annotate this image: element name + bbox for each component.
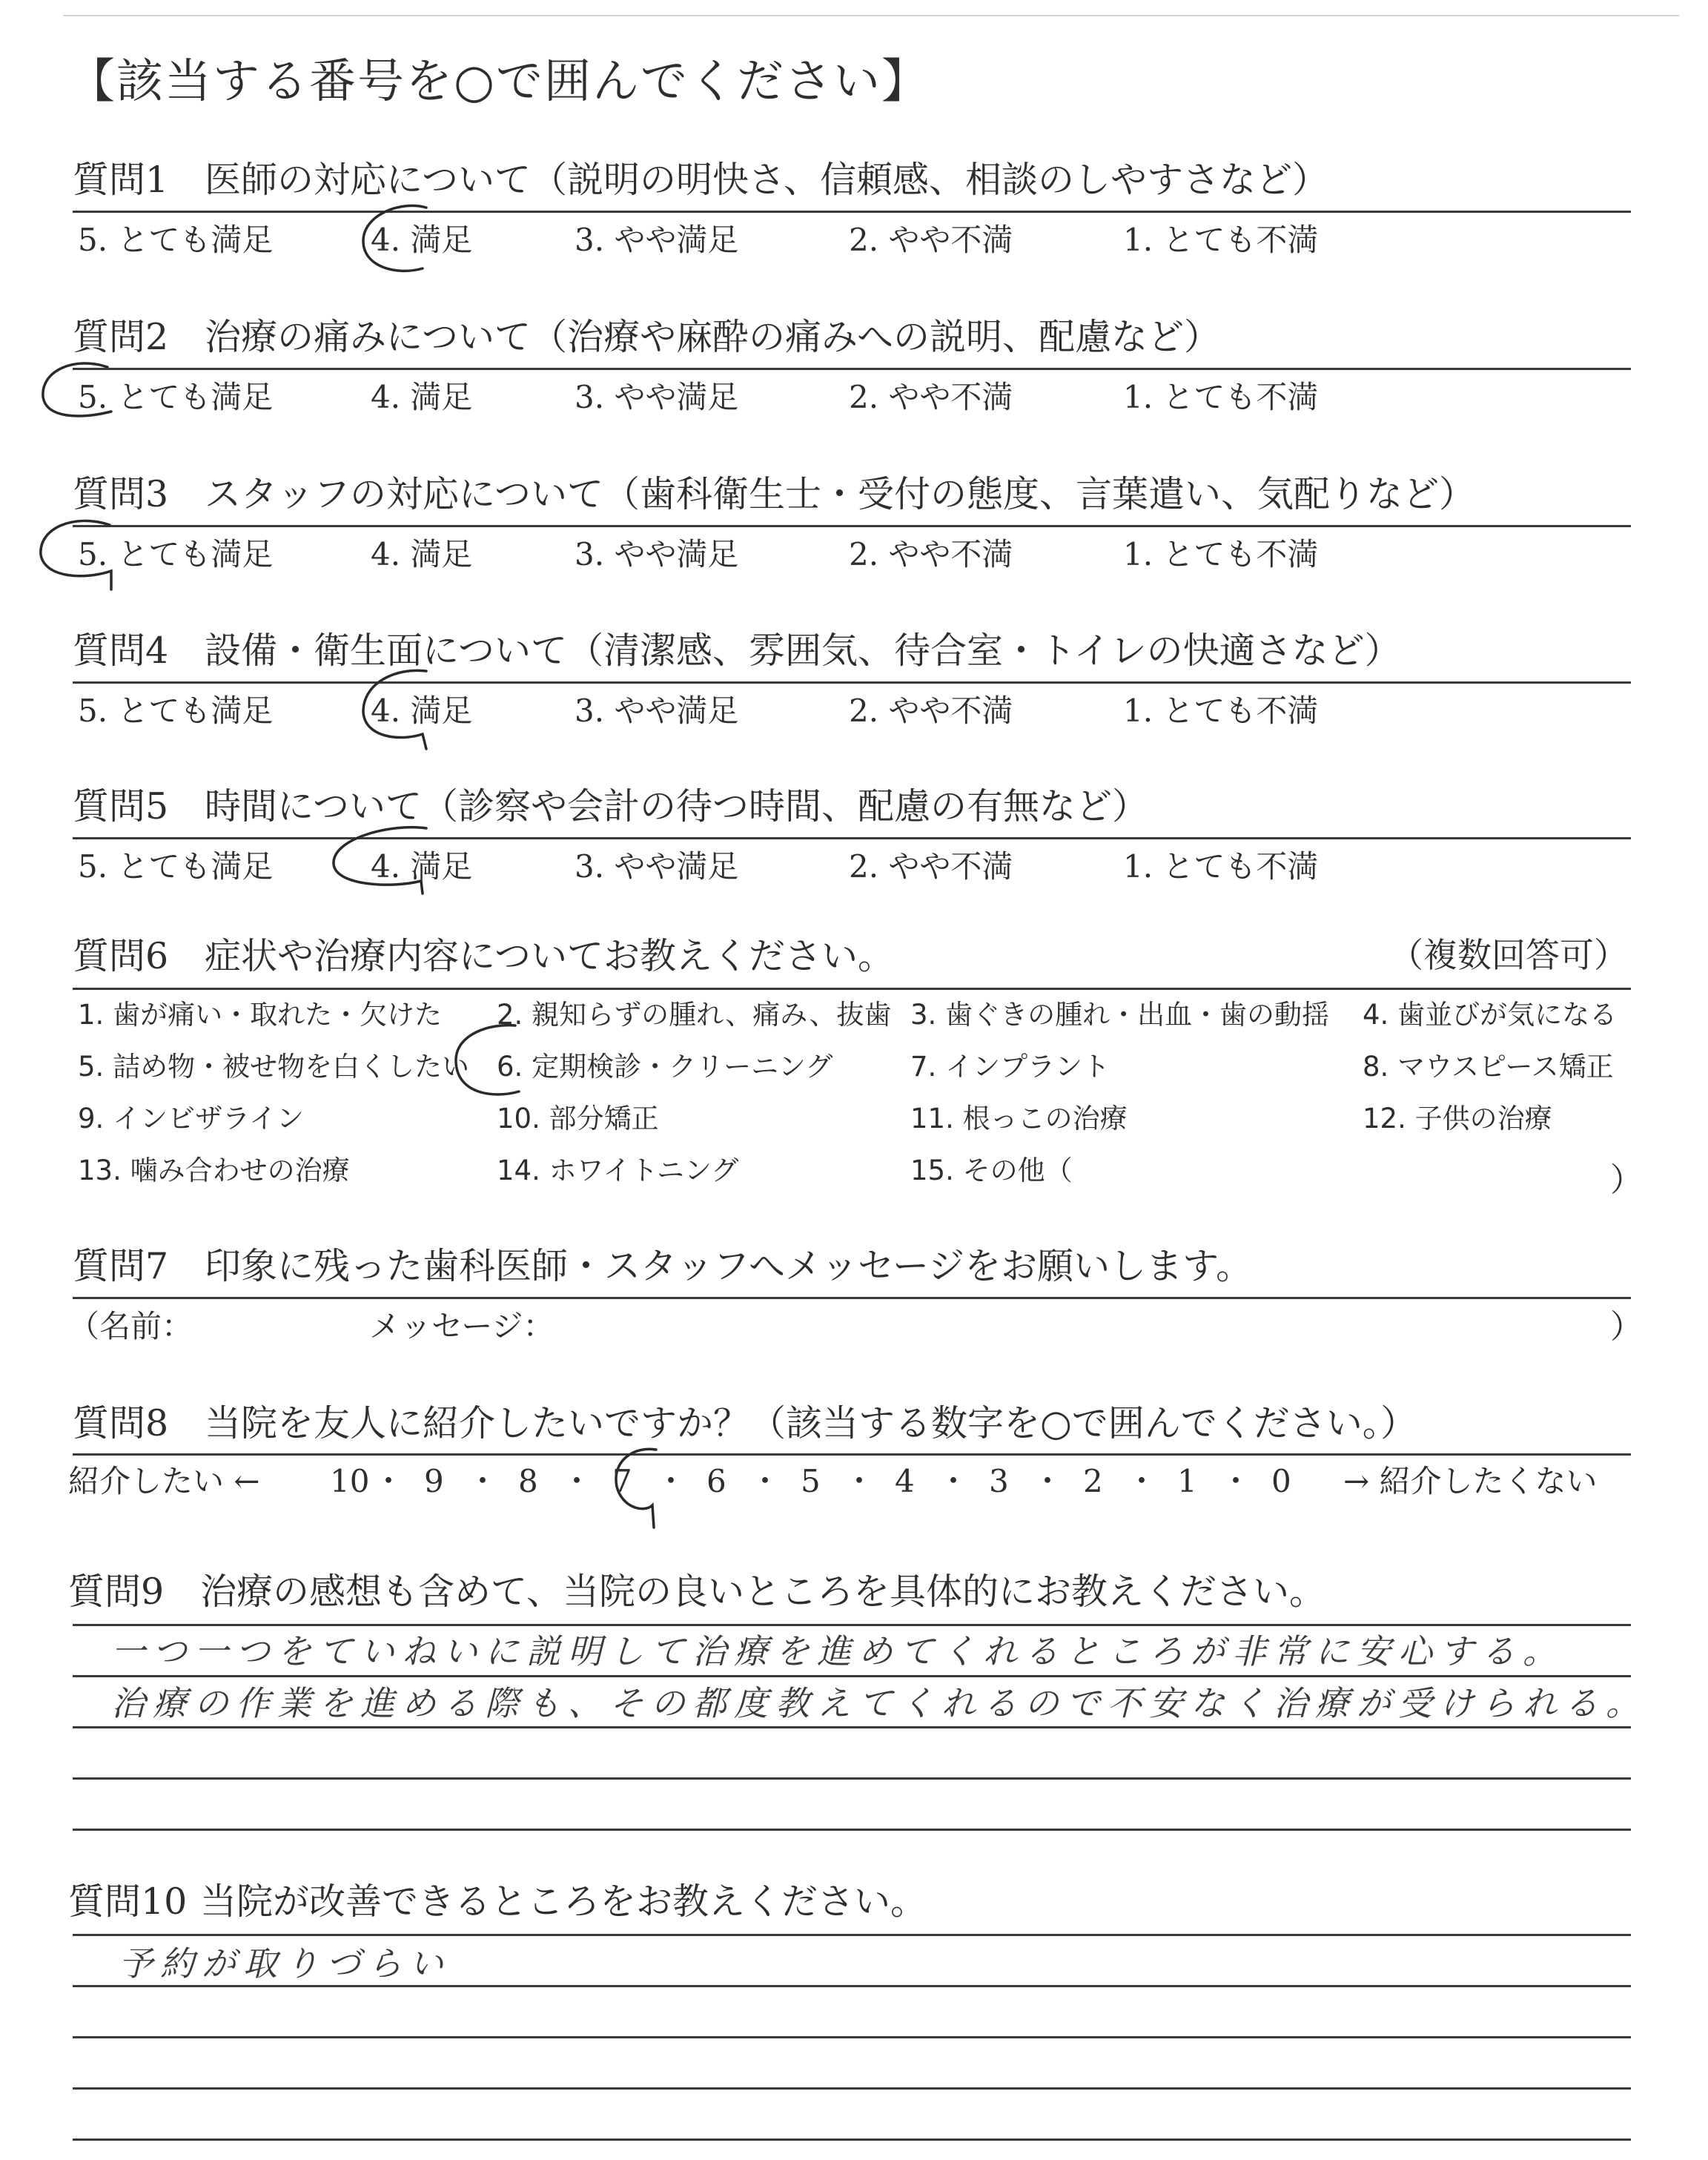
recommend-score-3[interactable]: 3 <box>989 1463 1009 1499</box>
recommend-score-7[interactable]: 7 <box>612 1463 632 1499</box>
rating-option-5[interactable]: 5. とても満足 <box>78 379 274 415</box>
question-number: 質問9 <box>68 1571 165 1613</box>
symptom-option-4[interactable]: 4. 歯並びが気になる <box>1363 999 1618 1031</box>
question-rule <box>73 368 1631 370</box>
question-rule <box>73 988 1631 990</box>
question-title <box>73 630 1401 672</box>
question-rule <box>73 1297 1631 1299</box>
recommend-score-1[interactable]: 1 <box>1177 1463 1197 1499</box>
handwritten-answer-line[interactable]: 予約が取りづらい <box>119 1943 451 1984</box>
scale-separator: ・ <box>373 1463 405 1499</box>
rating-option-1[interactable]: 1. とても不満 <box>1123 379 1319 415</box>
answer-line <box>73 1675 1631 1677</box>
question-number: 質問10 <box>68 1880 188 1923</box>
rating-option-5[interactable]: 5. とても満足 <box>78 536 274 572</box>
rating-option-1[interactable]: 1. とても不満 <box>1123 536 1319 572</box>
rating-option-4[interactable]: 4. 満足 <box>371 693 473 729</box>
recommend-score-4[interactable]: 4 <box>895 1463 915 1499</box>
question-title <box>73 935 895 977</box>
question-2 <box>0 316 1708 467</box>
other-close-paren: ） <box>1610 1161 1643 1199</box>
symptom-option-8[interactable]: 8. マウスピース矯正 <box>1363 1051 1614 1083</box>
symptom-option-13[interactable]: 13. 噛み合わせの治療 <box>78 1155 350 1186</box>
scale-separator: ・ <box>655 1463 687 1499</box>
answer-line <box>73 1829 1631 1831</box>
question-number: 質問4 <box>73 630 169 672</box>
recommend-score-6[interactable]: 6 <box>706 1463 726 1499</box>
recommend-right-label: → 紹介したくない <box>1343 1463 1598 1499</box>
rating-option-4[interactable]: 4. 満足 <box>371 848 473 885</box>
question-number: 質問3 <box>73 473 169 515</box>
rating-option-1[interactable]: 1. とても不満 <box>1123 848 1319 885</box>
answer-line <box>73 1934 1631 1936</box>
question-title <box>68 1571 1326 1613</box>
name-field-label[interactable]: （名前： <box>68 1308 193 1344</box>
question-text: 治療の痛みについて（治療や麻酔の痛みへの説明、配慮など） <box>205 316 1221 358</box>
form-heading: 【該当する番号を○で囲んでください】 <box>68 54 930 108</box>
scale-separator: ・ <box>938 1463 970 1499</box>
symptom-option-12[interactable]: 12. 子供の治療 <box>1363 1103 1552 1135</box>
question-text: 時間について（診察や会計の待つ時間、配慮の有無など） <box>205 785 1149 828</box>
answer-line <box>73 2087 1631 2090</box>
scale-separator: ・ <box>467 1463 499 1499</box>
question-number: 質問2 <box>73 316 169 358</box>
question-title <box>73 785 1149 828</box>
page-top-border <box>63 15 1679 16</box>
rating-option-5[interactable]: 5. とても満足 <box>78 222 274 258</box>
scale-separator: ・ <box>844 1463 875 1499</box>
rating-option-2[interactable]: 2. やや不満 <box>849 379 1013 415</box>
recommend-left-label: 紹介したい ← <box>68 1463 260 1499</box>
question-number: 質問6 <box>73 935 169 977</box>
symptom-option-10[interactable]: 10. 部分矯正 <box>497 1103 659 1135</box>
question-title <box>73 1245 1253 1287</box>
question-text: 印象に残った歯科医師・スタッフへメッセージをお願いします。 <box>205 1245 1253 1287</box>
symptom-option-5[interactable]: 5. 詰め物・被せ物を白くしたい <box>78 1051 470 1083</box>
scale-separator: ・ <box>1220 1463 1252 1499</box>
question-rule <box>73 1453 1631 1456</box>
question-number: 質問5 <box>73 785 169 828</box>
question-text: 当院を友人に紹介したいですか？（該当する数字を○で囲んでください。） <box>205 1402 1417 1444</box>
symptom-option-7[interactable]: 7. インプラント <box>910 1051 1110 1083</box>
rating-option-1[interactable]: 1. とても不満 <box>1123 693 1319 729</box>
multiple-answer-note: （複数回答可） <box>1389 935 1628 975</box>
question-10 <box>0 1880 1708 2158</box>
rating-option-4[interactable]: 4. 満足 <box>371 222 473 258</box>
symptom-option-2[interactable]: 2. 親知らずの腫れ、痛み、抜歯 <box>497 999 892 1031</box>
symptom-option-14[interactable]: 14. ホワイトニング <box>497 1155 739 1186</box>
question-rule <box>73 837 1631 839</box>
recommend-score-2[interactable]: 2 <box>1083 1463 1103 1499</box>
question-number: 質問8 <box>73 1402 169 1444</box>
rating-option-3[interactable]: 3. やや満足 <box>575 536 739 572</box>
question-text: 治療の感想も含めて、当院の良いところを具体的にお教えください。 <box>200 1571 1326 1613</box>
question-4 <box>0 630 1708 781</box>
question-number: 質問7 <box>73 1245 169 1287</box>
recommend-score-10[interactable]: 10 <box>330 1463 370 1499</box>
answer-line <box>73 1985 1631 1987</box>
question-title <box>73 316 1221 358</box>
question-3 <box>0 473 1708 624</box>
question-number: 質問1 <box>73 159 169 201</box>
question-text: スタッフの対応について（歯科衛生士・受付の態度、言葉遣い、気配りなど） <box>205 473 1476 515</box>
symptom-option-1[interactable]: 1. 歯が痛い・取れた・欠けた <box>78 999 443 1031</box>
answer-line <box>73 1726 1631 1728</box>
scale-separator: ・ <box>1126 1463 1158 1499</box>
symptom-option-3[interactable]: 3. 歯ぐきの腫れ・出血・歯の動揺 <box>910 999 1330 1031</box>
scale-separator: ・ <box>561 1463 593 1499</box>
answer-line <box>73 2138 1631 2141</box>
scale-separator: ・ <box>1032 1463 1064 1499</box>
question-title <box>73 473 1476 515</box>
question-text: 設備・衛生面について（清潔感、雰囲気、待合室・トイレの快適さなど） <box>205 630 1401 672</box>
rating-option-3[interactable]: 3. やや満足 <box>575 379 739 415</box>
rating-option-4[interactable]: 4. 満足 <box>371 379 473 415</box>
answer-line <box>73 1777 1631 1780</box>
handwritten-answer-line[interactable]: 治療の作業を進める際も、その都度教えてくれるので不安なく治療が受けられる。 <box>111 1683 1647 1723</box>
handwritten-answer-line[interactable]: 一つ一つをていねいに説明して治療を進めてくれるところが非常に安心する。 <box>111 1631 1564 1671</box>
question-7 <box>0 1245 1708 1352</box>
rating-option-5[interactable]: 5. とても満足 <box>78 693 274 729</box>
recommend-score-5[interactable]: 5 <box>801 1463 821 1499</box>
recommend-score-8[interactable]: 8 <box>518 1463 538 1499</box>
message-close-paren: ） <box>1610 1308 1643 1346</box>
question-title <box>68 1880 927 1923</box>
recommend-score-9[interactable]: 9 <box>424 1463 444 1499</box>
symptom-option-9[interactable]: 9. インビザライン <box>78 1103 304 1135</box>
rating-option-4[interactable]: 4. 満足 <box>371 536 473 572</box>
question-6 <box>0 935 1708 1205</box>
rating-option-2[interactable]: 2. やや不満 <box>849 693 1013 729</box>
recommend-score-0[interactable]: 0 <box>1271 1463 1291 1499</box>
message-field-label[interactable]: メッセージ： <box>369 1308 555 1344</box>
symptom-option-6[interactable]: 6. 定期検診・クリーニング <box>497 1051 833 1083</box>
question-title <box>73 159 1329 201</box>
rating-option-2[interactable]: 2. やや不満 <box>849 222 1013 258</box>
question-1 <box>0 159 1708 310</box>
question-text: 医師の対応について（説明の明快さ、信頼感、相談のしやすさなど） <box>205 159 1329 201</box>
question-5 <box>0 785 1708 937</box>
question-rule <box>73 525 1631 527</box>
symptom-option-15[interactable]: 15. その他（ <box>910 1155 1073 1186</box>
question-rule <box>73 211 1631 213</box>
rating-option-2[interactable]: 2. やや不満 <box>849 536 1013 572</box>
rating-option-2[interactable]: 2. やや不満 <box>849 848 1013 885</box>
question-title <box>73 1402 1417 1444</box>
question-text: 症状や治療内容についてお教えください。 <box>205 935 895 977</box>
answer-line <box>73 2036 1631 2038</box>
rating-option-3[interactable]: 3. やや満足 <box>575 848 739 885</box>
rating-option-3[interactable]: 3. やや満足 <box>575 222 739 258</box>
scale-separator: ・ <box>749 1463 781 1499</box>
answer-line <box>73 1624 1631 1626</box>
question-9 <box>0 1573 1708 1840</box>
rating-option-5[interactable]: 5. とても満足 <box>78 848 274 885</box>
question-text: 当院が改善できるところをお教えください。 <box>200 1880 927 1923</box>
rating-option-3[interactable]: 3. やや満足 <box>575 693 739 729</box>
rating-option-1[interactable]: 1. とても不満 <box>1123 222 1319 258</box>
symptom-option-11[interactable]: 11. 根っこの治療 <box>910 1103 1128 1135</box>
question-rule <box>73 681 1631 684</box>
